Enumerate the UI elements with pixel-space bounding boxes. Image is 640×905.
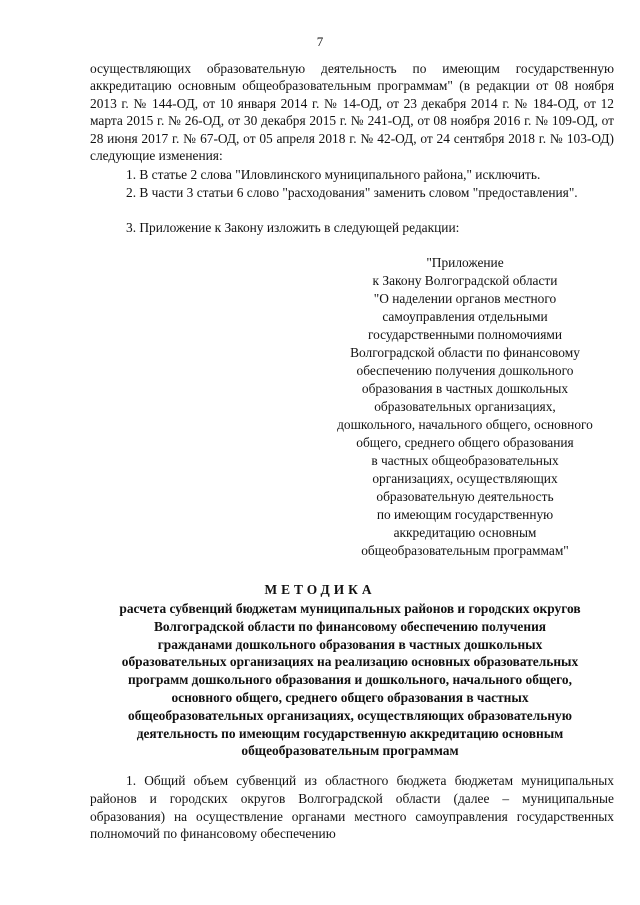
appendix-line: общеобразовательным программам" bbox=[361, 543, 569, 558]
appendix-line: "Приложение bbox=[426, 255, 504, 270]
page-number: 7 bbox=[316, 34, 324, 49]
method-paragraph-1: 1. Общий объем субвенций из областного бюджета бюджетам муниципальных районов и городских округов Волгоградской области (далее – муниципальные образования) на осуществление органами местного самоуправления государственных полномочий по финансовому обеспечению bbox=[90, 773, 614, 842]
appendix-line: образовательную деятельность bbox=[376, 489, 554, 504]
appendix-line: обеспечению получения дошкольного bbox=[356, 363, 574, 378]
appendix-line: общего, среднего общего образования bbox=[356, 435, 574, 450]
appendix-line: организациях, осуществляющих bbox=[372, 471, 558, 486]
intro-paragraph: осуществляющих образовательную деятельность по имеющим государственную аккредитацию основным общеобразовательным программам" (в редакции от 08 ноября 2013 г. № 144-ОД, от 10 января 2014 г. № 14-ОД, от 23 декабря 2014 г. № 184-ОД, от 12 марта 2015 г. № 26-ОД, от 30 декабря 2015 г. № 241-ОД, от 08 ноября 2016 г. № 109-ОД, от 28 июня 2017 г. № 67-ОД, от 05 апреля 2018 г. № 42-ОД, от 24 сентября 2018 г. № 103-ОД) следующие изменения: bbox=[90, 61, 614, 164]
appendix-line: "О наделении органов местного bbox=[373, 291, 557, 306]
method-desc-line: гражданами дошкольного образования в частных дошкольных bbox=[157, 636, 543, 652]
appendix-line: Волгоградской области по финансовому bbox=[350, 345, 580, 360]
appendix-line: дошкольного, начального общего, основного bbox=[337, 417, 593, 432]
appendix-line: по имеющим государственную bbox=[376, 507, 554, 522]
method-desc-line: общеобразовательным программам bbox=[241, 743, 459, 759]
amendment-item-3: 3. Приложение к Закону изложить в следующей редакции: bbox=[126, 220, 460, 235]
method-desc-line: Волгоградской области по финансовому обеспечению получения bbox=[153, 618, 547, 634]
appendix-line: государственными полномочиями bbox=[367, 327, 563, 342]
method-desc-line: программ дошкольного образования и дошкольного, начального общего, bbox=[128, 672, 572, 688]
appendix-line: в частных общеобразовательных bbox=[371, 453, 559, 468]
appendix-heading-block bbox=[300, 254, 630, 560]
method-desc-line: деятельность по имеющим государственную аккредитацию основным bbox=[136, 725, 564, 741]
method-desc-line: расчета субвенций бюджетам муниципальных районов и городских округов bbox=[119, 601, 581, 616]
appendix-line: к Закону Волгоградской области bbox=[372, 273, 558, 288]
amendment-item-2: 2. В части 3 статьи 6 слово "расходования" заменить словом "предоставления". bbox=[126, 185, 578, 200]
method-desc-line: основного общего, среднего общего образования в частных bbox=[171, 689, 529, 705]
method-title: МЕТОДИКА bbox=[264, 582, 376, 597]
appendix-line: образовательных организациях, bbox=[374, 399, 556, 414]
method-desc-line: общеобразовательных организациях, осуществляющих образовательную bbox=[128, 707, 572, 723]
appendix-line: образования в частных дошкольных bbox=[361, 381, 569, 396]
method-desc-line: образовательных организациях на реализацию основных образовательных bbox=[121, 654, 579, 670]
amendment-item-1: 1. В статье 2 слова "Иловлинского муниципального района," исключить. bbox=[126, 167, 541, 182]
appendix-line: аккредитацию основным bbox=[393, 525, 537, 540]
method-description bbox=[80, 600, 620, 760]
appendix-line: самоуправления отдельными bbox=[382, 309, 548, 324]
